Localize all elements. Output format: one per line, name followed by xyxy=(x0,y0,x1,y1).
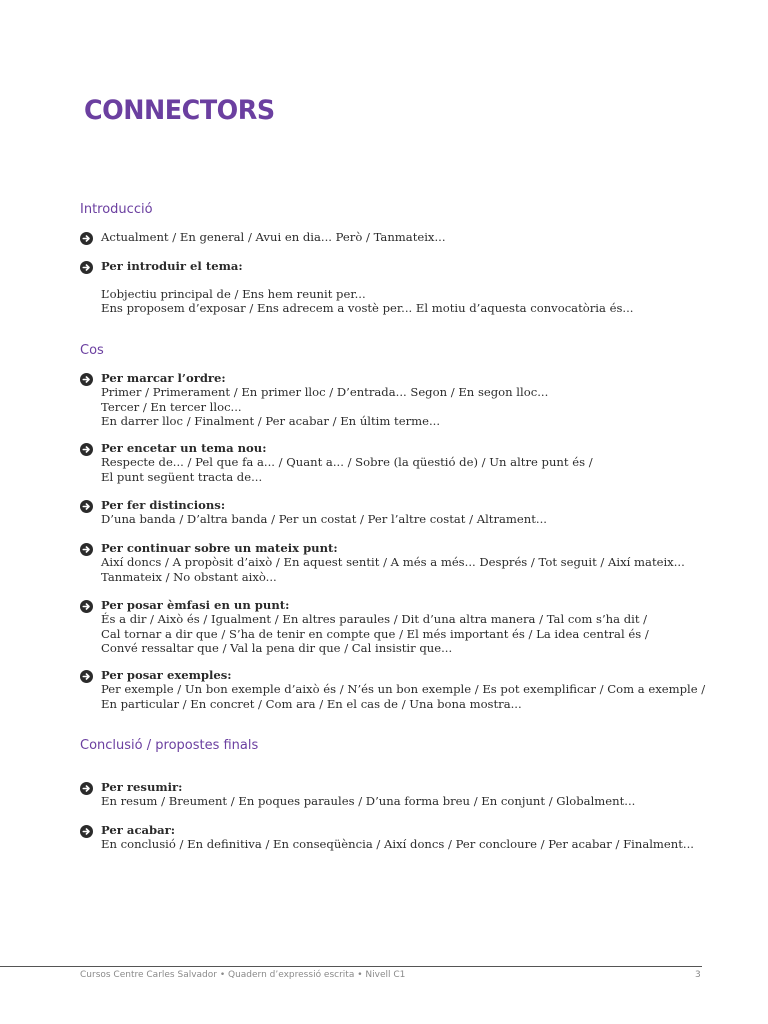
item-text: L’objectiu principal de / Ens hem reunit per... xyxy=(101,287,366,301)
item-title: Per acabar: xyxy=(101,823,176,837)
item-text: En particular / En concret / Com ara / En el cas de / Una bona mostra... xyxy=(101,696,522,711)
item-text: Per exemple / Un bon exemple d’això és / N’és un bon exemple / Es pot exemplificar / Com a exemple / xyxy=(101,682,706,697)
item-text: Tercer / En tercer lloc... xyxy=(101,399,242,414)
list-item xyxy=(80,598,700,655)
item-text-block xyxy=(101,287,633,316)
list-item xyxy=(80,230,700,244)
list-item xyxy=(80,259,700,273)
item-title: Per posar exemples: xyxy=(101,668,232,682)
item-text: D’una banda / D’altra banda / Per un costat / Per l’altre costat / Altrament... xyxy=(101,512,547,527)
item-title: Per introduir el tema: xyxy=(101,259,243,273)
item-text: Ens proposem d’exposar / Ens adrecem a vostè per... El motiu d’aquesta convocatòria és... xyxy=(101,301,634,316)
item-title: Per continuar sobre un mateix punt: xyxy=(101,541,338,555)
arrow-right-circle-icon xyxy=(80,825,93,838)
list-item xyxy=(80,441,700,484)
list-item xyxy=(80,498,700,527)
item-text: En resum / Breument / En poques paraules / D’una forma breu / En conjunt / Globalment... xyxy=(101,794,636,809)
page-title: CONNECTORS xyxy=(84,95,275,126)
item-text: Convé ressaltar que / Val la pena dir que / Cal insistir que... xyxy=(101,640,453,655)
arrow-right-circle-icon xyxy=(80,373,93,386)
item-text: El punt següent tracta de... xyxy=(101,469,263,484)
item-text: En darrer lloc / Finalment / Per acabar / En últim terme... xyxy=(101,413,441,428)
item-title: Per encetar un tema nou: xyxy=(101,441,267,455)
list-item xyxy=(80,371,700,428)
item-text: Respecte de... / Pel que fa a... / Quant a... / Sobre (la qüestió de) / Un altre punt és / xyxy=(101,455,593,470)
item-text: És a dir / Això és / Igualment / En altres paraules / Dit d’una altra manera / Tal com s’ha dit / xyxy=(101,612,648,627)
item-title: Per marcar l’ordre: xyxy=(101,371,226,385)
item-title: Per resumir: xyxy=(101,780,183,794)
item-title: Per posar èmfasi en un punt: xyxy=(101,598,290,612)
arrow-right-circle-icon xyxy=(80,670,93,683)
arrow-right-circle-icon xyxy=(80,543,93,556)
list-item xyxy=(80,668,706,711)
footer-text: Cursos Centre Carles Salvador • Quadern d’expressió escrita • Nivell C1 xyxy=(80,970,406,980)
item-text: Cal tornar a dir que / S’ha de tenir en compte que / El més important és / La idea central és / xyxy=(101,626,649,641)
item-text: Així doncs / A propòsit d’això / En aquest sentit / A més a més... Després / Tot seguit / Així mateix... xyxy=(101,555,685,570)
section-heading-conclusio: Conclusió / propostes finals xyxy=(80,738,259,753)
item-text: En conclusió / En definitiva / En conseqüència / Així doncs / Per concloure / Per acabar / Finalment... xyxy=(101,837,694,852)
list-item xyxy=(80,780,700,809)
arrow-right-circle-icon xyxy=(80,600,93,613)
page-number: 3 xyxy=(695,970,701,980)
section-heading-cos: Cos xyxy=(80,343,104,358)
item-text: Primer / Primerament / En primer lloc / D’entrada... Segon / En segon lloc... xyxy=(101,385,549,400)
item-text: Tanmateix / No obstant això... xyxy=(101,569,277,584)
arrow-right-circle-icon xyxy=(80,232,93,245)
arrow-right-circle-icon xyxy=(80,500,93,513)
list-item xyxy=(80,541,700,584)
footer-divider xyxy=(0,966,702,967)
section-heading-introduccio: Introducció xyxy=(80,202,153,217)
arrow-right-circle-icon xyxy=(80,443,93,456)
arrow-right-circle-icon xyxy=(80,261,93,274)
item-text: Actualment / En general / Avui en dia... Però / Tanmateix... xyxy=(101,230,446,244)
list-item xyxy=(80,823,700,852)
arrow-right-circle-icon xyxy=(80,782,93,795)
item-title: Per fer distincions: xyxy=(101,498,226,512)
